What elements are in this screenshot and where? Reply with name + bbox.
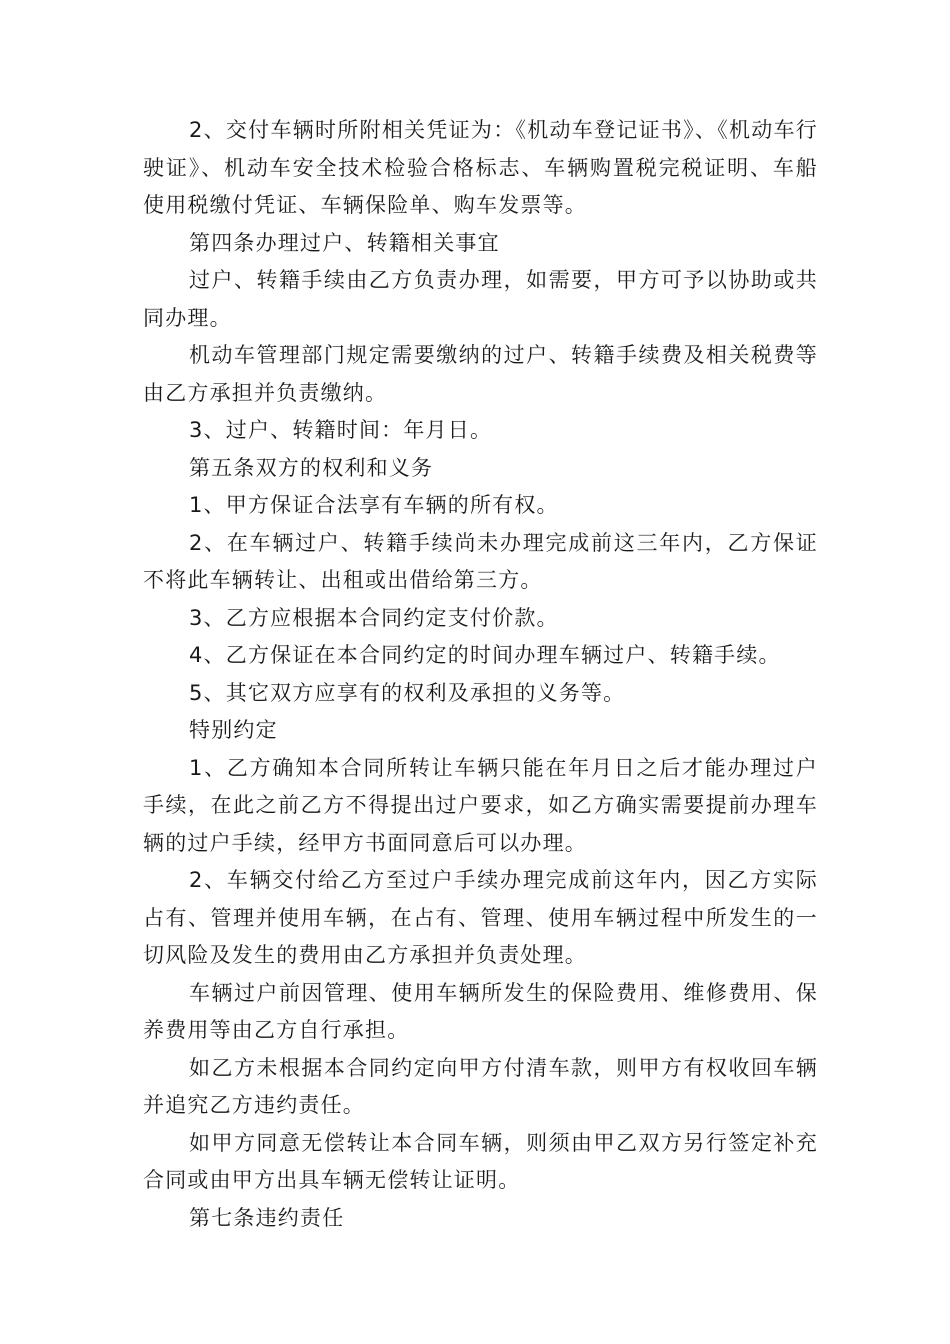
- paragraph-right-3: 3、乙方应根据本合同约定支付价款。: [189, 605, 559, 630]
- paragraph-special-1: 1、乙方确知本合同所转让车辆只能在年月日之后才能办理过户手续，在此之前乙方不得提出过户要求，如乙方确实需要提前办理车辆的过户手续，经甲方书面同意后可以办理。: [143, 755, 818, 855]
- paragraph-transfer-fees: 机动车管理部门规定需要缴纳的过户、转籍手续费及相关税费等由乙方承担并负责缴纳。: [143, 343, 818, 405]
- paragraph-right-1: 1、甲方保证合法享有车辆的所有权。: [189, 493, 559, 517]
- paragraph-insurance-costs: 车辆过户前因管理、使用车辆所发生的保险费用、维修费用、保养费用等由乙方自行承担。: [143, 980, 818, 1042]
- paragraph-documents-list: 2、交付车辆时所附相关凭证为：《机动车登记证书》、《机动车行驶证》、机动车安全技术检验合格标志、车辆购置税完税证明、车船使用税缴付凭证、车辆保险单、购车发票等。: [143, 118, 818, 217]
- heading-article-4: 第四条办理过户、转籍相关事宜: [189, 230, 500, 255]
- paragraph-transfer-date: 3、过户、转籍时间：年月日。: [189, 418, 493, 442]
- document-body: [143, 112, 818, 1237]
- heading-article-7: 第七条违约责任: [189, 1205, 345, 1230]
- paragraph-special-2: 2、车辆交付给乙方至过户手续办理完成前这年内，因乙方实际占有、管理并使用车辆，在占有、管理、使用车辆过程中所发生的一切风险及发生的费用由乙方承担并负责处理。: [143, 868, 818, 967]
- heading-article-5: 第五条双方的权利和义务: [189, 455, 434, 480]
- paragraph-right-4: 4、乙方保证在本合同约定的时间办理车辆过户、转籍手续。: [189, 643, 781, 667]
- paragraph-right-5: 5、其它双方应享有的权利及承担的义务等。: [189, 680, 626, 705]
- paragraph-right-2: 2、在车辆过户、转籍手续尚未办理完成前这三年内，乙方保证不将此车辆转让、出租或出借给第三方。: [143, 530, 818, 592]
- paragraph-free-transfer: 如甲方同意无偿转让本合同车辆，则须由甲乙双方另行签定补充合同或由甲方出具车辆无偿转让证明。: [143, 1130, 818, 1192]
- paragraph-transfer-handling: 过户、转籍手续由乙方负责办理，如需要，甲方可予以协助或共同办理。: [143, 268, 818, 330]
- paragraph-payment-default: 如乙方未根据本合同约定向甲方付清车款，则甲方有权收回车辆并追究乙方违约责任。: [143, 1055, 818, 1117]
- heading-special-agreement: 特别约定: [189, 718, 278, 742]
